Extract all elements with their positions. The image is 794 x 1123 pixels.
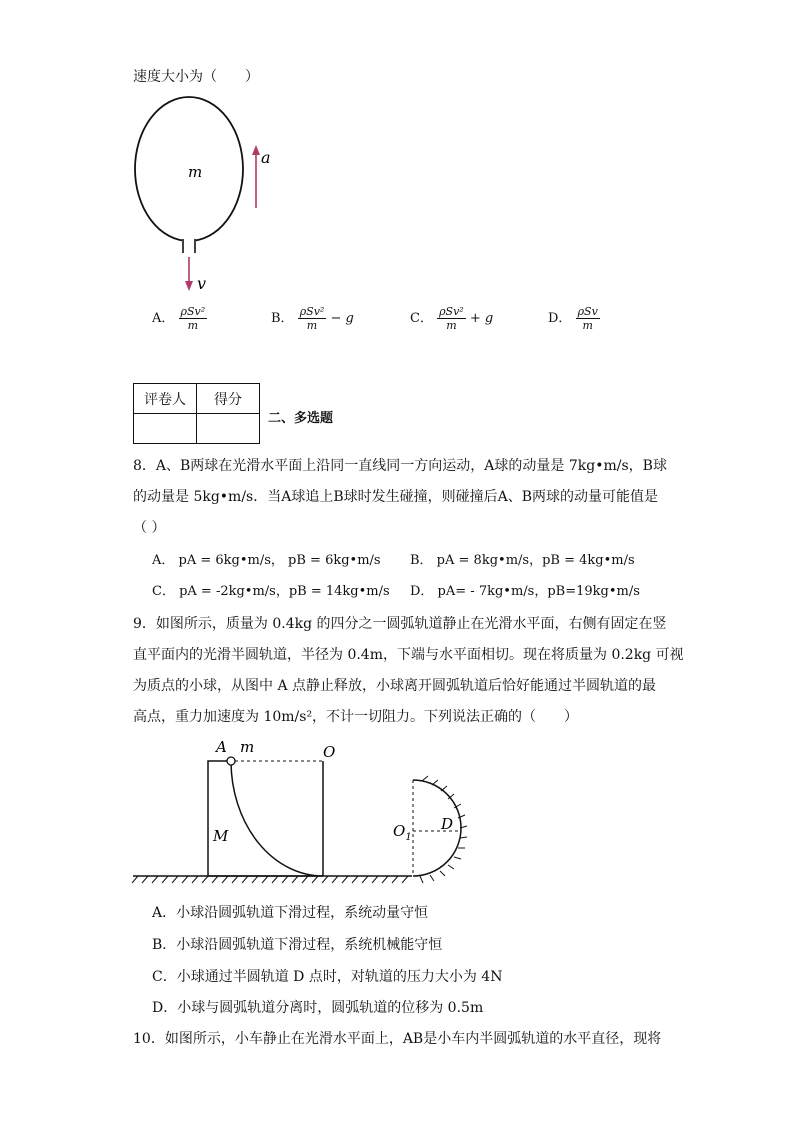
q9-option-a[interactable]: A．小球沿圆弧轨道下滑过程，系统动量守恒 — [152, 905, 429, 921]
q7-option-d[interactable] — [548, 305, 600, 332]
q9-option-d[interactable]: D．小球与圆弧轨道分离时，圆弧轨道的位移为 0.5m — [152, 1000, 484, 1016]
label-big-m: M — [213, 827, 229, 845]
option-letter: C． — [410, 311, 433, 326]
option-fraction — [179, 305, 208, 332]
q9-track-figure — [130, 735, 480, 885]
q8-option-c[interactable]: C． pA = -2kg•m/s，pB = 14kg•m/s — [152, 584, 390, 599]
accel-label: a — [261, 148, 271, 167]
q7-stem-tail: 速度大小为（ ） — [133, 69, 259, 85]
label-a: A — [216, 738, 227, 756]
q8-option-d[interactable]: D． pA= - 7kg•m/s，pB=19kg•m/s — [410, 584, 640, 599]
label-o1: $O_1$ — [393, 822, 412, 843]
q9-stem-line1: 9．如图所示，质量为 0.4kg 的四分之一圆弧轨道静止在光滑水平面，右侧有固定在竖 — [133, 616, 667, 632]
q10-stem-line1: 10．如图所示，小车静止在光滑水平面上，AB是小车内半圆弧轨道的水平直径，现将 — [133, 1031, 662, 1047]
q7-option-b[interactable] — [271, 305, 354, 332]
label-m: m — [240, 738, 255, 756]
score-box-grader-header: 评卷人 — [134, 384, 197, 414]
score-box-score-cell[interactable] — [197, 414, 260, 444]
q7-option-c[interactable] — [410, 305, 493, 332]
q8-stem-line3: （ ） — [133, 520, 166, 536]
option-letter: B． — [271, 311, 294, 326]
mass-label: m — [188, 163, 203, 181]
numerator: ρSv — [577, 305, 598, 318]
option-tail: + g — [469, 311, 494, 326]
section-title: 二、多选题 — [268, 411, 334, 426]
option-fraction — [576, 305, 600, 332]
option-letter: D． — [548, 311, 572, 326]
option-letter: A． — [152, 311, 175, 326]
option-fraction — [437, 305, 466, 332]
velocity-label: v — [197, 274, 207, 293]
label-d: D — [441, 815, 454, 833]
q8-option-b[interactable]: B． pA = 8kg•m/s，pB = 4kg•m/s — [410, 553, 635, 568]
label-o: O — [323, 743, 336, 761]
q7-option-a[interactable] — [152, 305, 207, 332]
quarter-arc-block — [208, 761, 323, 876]
numerator: ρSv² — [299, 305, 325, 318]
option-fraction — [298, 305, 327, 332]
denominator: m — [582, 319, 593, 332]
q9-stem-line3: 为质点的小球，从图中 A 点静止释放，小球离开圆弧轨道后恰好能通过半圆轨道的最 — [133, 678, 657, 694]
score-box — [133, 383, 260, 444]
q8-stem-line1: 8．A、B两球在光滑水平面上沿同一直线同一方向运动，A球的动量是 7kg•m/s，B球 — [133, 458, 667, 474]
option-tail: − g — [330, 311, 354, 326]
denominator: m — [446, 319, 457, 332]
q9-stem-line2: 直平面内的光滑半圆轨道，半径为 0.4m，下端与水平面相切。现在将质量为 0.2kg 可视 — [133, 647, 684, 663]
denominator: m — [306, 319, 318, 332]
q8-stem-line2: 的动量是 5kg•m/s．当A球追上B球时发生碰撞，则碰撞后A、B两球的动量可能值是 — [133, 489, 659, 505]
numerator: ρSv² — [180, 305, 206, 318]
ground-hatching — [132, 876, 408, 883]
q9-option-b[interactable]: B．小球沿圆弧轨道下滑过程，系统机械能守恒 — [152, 937, 443, 953]
q8-option-a[interactable]: A． pA = 6kg•m/s， pB = 6kg•m/s — [152, 553, 381, 568]
score-box-grader-cell[interactable] — [134, 414, 197, 444]
q9-stem-line4: 高点，重力加速度为 10m/s²，不计一切阻力。下列说法正确的（ ） — [133, 709, 579, 725]
ball — [227, 757, 235, 765]
numerator: ρSv² — [439, 305, 464, 318]
q9-option-c[interactable]: C．小球通过半圆轨道 D 点时，对轨道的压力大小为 4N — [152, 969, 503, 985]
denominator: m — [187, 319, 199, 332]
score-box-score-header: 得分 — [197, 384, 260, 414]
q7-balloon-figure — [125, 95, 285, 295]
